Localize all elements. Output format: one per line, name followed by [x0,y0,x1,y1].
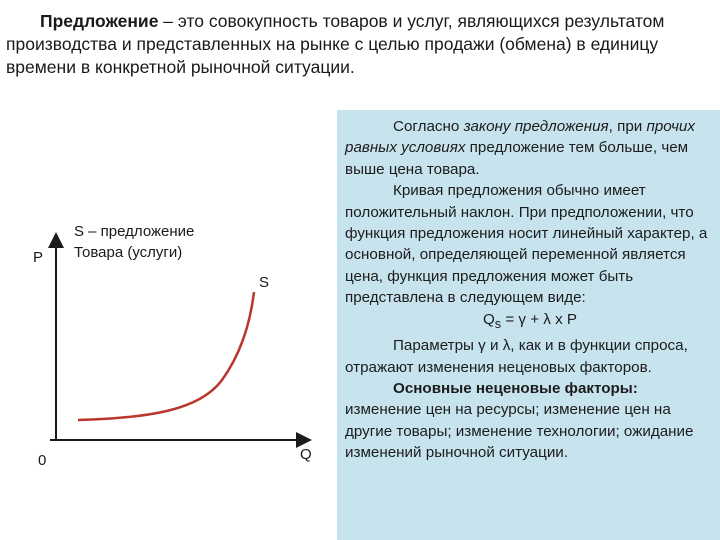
term-supply: Предложение [40,11,159,31]
parameters-paragraph: Параметры γ и λ, как и в функции спроса, отражают изменения неценовых факторов. [345,337,688,376]
factors-list: изменение цен на ресурсы; изменение цен на другие товары; изменение технологии; ожидание изменений рыночной ситуации. [345,401,694,462]
y-axis-label: P [33,249,44,266]
formula-q: Q [482,310,495,328]
formula-subscript: s [494,316,502,331]
ceteris-paribus-term: прочих равных условиях [345,118,695,157]
supply-formula [345,309,715,335]
x-axis-label: Q [300,446,312,463]
law-text-b: , при [608,118,647,135]
law-text-a: Согласно [393,118,464,135]
chart-title-line1: S – предложение [74,223,195,240]
series-label-s: S [259,274,270,291]
factors-title [345,378,715,399]
factors-heading: Основные неценовые факторы: [393,379,638,397]
curve-paragraph: Кривая предложения обычно имеет положительный наклон. При предположении, что функция предложения носит линейный характер, а основной, определяющей переменной является цена, функция предложения может быть представлена в следующем виде: [345,182,708,307]
definition-text: – это совокупность товаров и услуг, являющихся результатом производства и представленных на рынке с целью продажи (обмена) в единицу времени в конкретной рыночной ситуации. [6,11,665,77]
law-paragraph [345,116,715,180]
chart-title-line2: Товара (услуги) [74,244,183,261]
info-panel-text [345,116,715,464]
supply-curve [78,292,254,420]
law-text-c: предложение тем больше, чем выше цена товара. [345,139,689,178]
origin-label: 0 [38,452,47,469]
formula-rest: = γ + λ x P [501,310,578,328]
law-term: закону предложения [463,118,609,135]
supply-chart [0,0,337,540]
